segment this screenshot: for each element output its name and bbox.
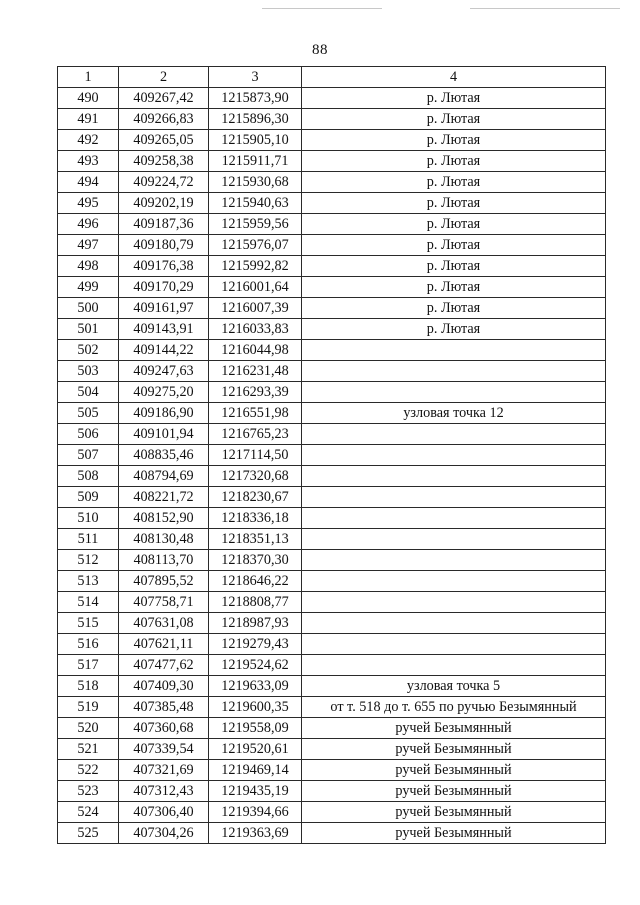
description-cell: р. Лютая — [302, 88, 606, 109]
point-number-cell: 518 — [58, 676, 119, 697]
y-coordinate-cell: 1215896,30 — [209, 109, 302, 130]
table-row — [58, 88, 606, 109]
description-cell — [302, 487, 606, 508]
y-coordinate-cell: 1218987,93 — [209, 613, 302, 634]
description-cell: р. Лютая — [302, 172, 606, 193]
description-cell: ручей Безымянный — [302, 760, 606, 781]
column-header-point-number: 1 — [58, 67, 119, 88]
description-cell: р. Лютая — [302, 109, 606, 130]
y-coordinate-cell: 1216551,98 — [209, 403, 302, 424]
x-coordinate-cell: 407631,08 — [119, 613, 209, 634]
x-coordinate-cell: 409258,38 — [119, 151, 209, 172]
table-row — [58, 529, 606, 550]
table-row — [58, 235, 606, 256]
x-coordinate-cell: 407895,52 — [119, 571, 209, 592]
table-row — [58, 739, 606, 760]
description-cell: ручей Безымянный — [302, 781, 606, 802]
point-number-cell: 500 — [58, 298, 119, 319]
point-number-cell: 522 — [58, 760, 119, 781]
point-number-cell: 492 — [58, 130, 119, 151]
table-row — [58, 550, 606, 571]
x-coordinate-cell: 408794,69 — [119, 466, 209, 487]
description-cell — [302, 361, 606, 382]
point-number-cell: 513 — [58, 571, 119, 592]
x-coordinate-cell: 409176,38 — [119, 256, 209, 277]
x-coordinate-cell: 407477,62 — [119, 655, 209, 676]
x-coordinate-cell: 409224,72 — [119, 172, 209, 193]
y-coordinate-cell: 1219633,09 — [209, 676, 302, 697]
description-cell — [302, 445, 606, 466]
point-number-cell: 516 — [58, 634, 119, 655]
table-row — [58, 718, 606, 739]
y-coordinate-cell: 1219435,19 — [209, 781, 302, 802]
description-cell — [302, 613, 606, 634]
description-cell: р. Лютая — [302, 298, 606, 319]
y-coordinate-cell: 1218370,30 — [209, 550, 302, 571]
x-coordinate-cell: 407312,43 — [119, 781, 209, 802]
point-number-cell: 498 — [58, 256, 119, 277]
y-coordinate-cell: 1215959,56 — [209, 214, 302, 235]
y-coordinate-cell: 1215940,63 — [209, 193, 302, 214]
description-cell — [302, 571, 606, 592]
description-cell — [302, 466, 606, 487]
y-coordinate-cell: 1216231,48 — [209, 361, 302, 382]
scan-artifact-line — [470, 8, 620, 9]
table-row — [58, 655, 606, 676]
x-coordinate-cell: 409143,91 — [119, 319, 209, 340]
x-coordinate-cell: 408221,72 — [119, 487, 209, 508]
description-cell: р. Лютая — [302, 151, 606, 172]
point-number-cell: 519 — [58, 697, 119, 718]
x-coordinate-cell: 408130,48 — [119, 529, 209, 550]
y-coordinate-cell: 1219469,14 — [209, 760, 302, 781]
y-coordinate-cell: 1218351,13 — [209, 529, 302, 550]
y-coordinate-cell: 1215992,82 — [209, 256, 302, 277]
description-cell: р. Лютая — [302, 256, 606, 277]
x-coordinate-cell: 409101,94 — [119, 424, 209, 445]
table-row — [58, 445, 606, 466]
column-header-x-coordinate: 2 — [119, 67, 209, 88]
description-cell — [302, 529, 606, 550]
point-number-cell: 497 — [58, 235, 119, 256]
table-row — [58, 193, 606, 214]
y-coordinate-cell: 1216293,39 — [209, 382, 302, 403]
description-cell: узловая точка 5 — [302, 676, 606, 697]
x-coordinate-cell: 407385,48 — [119, 697, 209, 718]
y-coordinate-cell: 1216044,98 — [209, 340, 302, 361]
point-number-cell: 512 — [58, 550, 119, 571]
point-number-cell: 510 — [58, 508, 119, 529]
x-coordinate-cell: 409144,22 — [119, 340, 209, 361]
table-row — [58, 508, 606, 529]
y-coordinate-cell: 1217114,50 — [209, 445, 302, 466]
y-coordinate-cell: 1219520,61 — [209, 739, 302, 760]
description-cell — [302, 508, 606, 529]
y-coordinate-cell: 1216033,83 — [209, 319, 302, 340]
x-coordinate-cell: 409265,05 — [119, 130, 209, 151]
point-number-cell: 523 — [58, 781, 119, 802]
table-row — [58, 487, 606, 508]
table-row — [58, 130, 606, 151]
point-number-cell: 509 — [58, 487, 119, 508]
x-coordinate-cell: 409186,90 — [119, 403, 209, 424]
point-number-cell: 521 — [58, 739, 119, 760]
table-row — [58, 298, 606, 319]
y-coordinate-cell: 1216001,64 — [209, 277, 302, 298]
description-cell — [302, 634, 606, 655]
table-row — [58, 109, 606, 130]
point-number-cell: 525 — [58, 823, 119, 844]
table-row — [58, 571, 606, 592]
point-number-cell: 507 — [58, 445, 119, 466]
table-row — [58, 466, 606, 487]
y-coordinate-cell: 1218646,22 — [209, 571, 302, 592]
y-coordinate-cell: 1218230,67 — [209, 487, 302, 508]
description-cell: ручей Безымянный — [302, 823, 606, 844]
table-row — [58, 823, 606, 844]
table-row — [58, 340, 606, 361]
table-row — [58, 319, 606, 340]
table-row — [58, 256, 606, 277]
x-coordinate-cell: 407360,68 — [119, 718, 209, 739]
point-number-cell: 520 — [58, 718, 119, 739]
y-coordinate-cell: 1215905,10 — [209, 130, 302, 151]
y-coordinate-cell: 1216765,23 — [209, 424, 302, 445]
description-cell: узловая точка 12 — [302, 403, 606, 424]
point-number-cell: 494 — [58, 172, 119, 193]
table-row — [58, 676, 606, 697]
point-number-cell: 514 — [58, 592, 119, 613]
table-row — [58, 214, 606, 235]
description-cell — [302, 655, 606, 676]
y-coordinate-cell: 1215911,71 — [209, 151, 302, 172]
description-cell — [302, 382, 606, 403]
x-coordinate-cell: 409161,97 — [119, 298, 209, 319]
description-cell: р. Лютая — [302, 277, 606, 298]
y-coordinate-cell: 1215873,90 — [209, 88, 302, 109]
x-coordinate-cell: 409202,19 — [119, 193, 209, 214]
table-body — [58, 88, 606, 844]
point-number-cell: 508 — [58, 466, 119, 487]
x-coordinate-cell: 409247,63 — [119, 361, 209, 382]
x-coordinate-cell: 409187,36 — [119, 214, 209, 235]
point-number-cell: 515 — [58, 613, 119, 634]
table-row — [58, 592, 606, 613]
point-number-cell: 524 — [58, 802, 119, 823]
table-row — [58, 361, 606, 382]
description-cell — [302, 424, 606, 445]
point-number-cell: 504 — [58, 382, 119, 403]
description-cell: ручей Безымянный — [302, 739, 606, 760]
coordinates-table — [57, 66, 606, 844]
y-coordinate-cell: 1215930,68 — [209, 172, 302, 193]
table-row — [58, 760, 606, 781]
point-number-cell: 503 — [58, 361, 119, 382]
table-row — [58, 802, 606, 823]
x-coordinate-cell: 407304,26 — [119, 823, 209, 844]
table-row — [58, 697, 606, 718]
x-coordinate-cell: 409266,83 — [119, 109, 209, 130]
description-cell: ручей Безымянный — [302, 802, 606, 823]
table-header-row — [58, 67, 606, 88]
point-number-cell: 505 — [58, 403, 119, 424]
point-number-cell: 506 — [58, 424, 119, 445]
table-row — [58, 172, 606, 193]
x-coordinate-cell: 407321,69 — [119, 760, 209, 781]
y-coordinate-cell: 1219394,66 — [209, 802, 302, 823]
point-number-cell: 511 — [58, 529, 119, 550]
column-header-y-coordinate: 3 — [209, 67, 302, 88]
description-cell — [302, 592, 606, 613]
x-coordinate-cell: 407339,54 — [119, 739, 209, 760]
x-coordinate-cell: 409275,20 — [119, 382, 209, 403]
table-row — [58, 151, 606, 172]
table-row — [58, 424, 606, 445]
scan-artifact-line — [262, 8, 382, 9]
y-coordinate-cell: 1219524,62 — [209, 655, 302, 676]
y-coordinate-cell: 1218336,18 — [209, 508, 302, 529]
description-cell: р. Лютая — [302, 214, 606, 235]
x-coordinate-cell: 407306,40 — [119, 802, 209, 823]
table-row — [58, 403, 606, 424]
point-number-cell: 491 — [58, 109, 119, 130]
y-coordinate-cell: 1219279,43 — [209, 634, 302, 655]
x-coordinate-cell: 407409,30 — [119, 676, 209, 697]
description-cell: р. Лютая — [302, 319, 606, 340]
description-cell: от т. 518 до т. 655 по ручью Безымянный — [302, 697, 606, 718]
y-coordinate-cell: 1219363,69 — [209, 823, 302, 844]
point-number-cell: 493 — [58, 151, 119, 172]
description-cell: р. Лютая — [302, 130, 606, 151]
table-row — [58, 634, 606, 655]
point-number-cell: 499 — [58, 277, 119, 298]
description-cell — [302, 340, 606, 361]
description-cell: р. Лютая — [302, 193, 606, 214]
table-row — [58, 613, 606, 634]
y-coordinate-cell: 1219558,09 — [209, 718, 302, 739]
point-number-cell: 517 — [58, 655, 119, 676]
y-coordinate-cell: 1215976,07 — [209, 235, 302, 256]
description-cell — [302, 550, 606, 571]
description-cell: ручей Безымянный — [302, 718, 606, 739]
y-coordinate-cell: 1218808,77 — [209, 592, 302, 613]
point-number-cell: 490 — [58, 88, 119, 109]
x-coordinate-cell: 408152,90 — [119, 508, 209, 529]
column-header-description: 4 — [302, 67, 606, 88]
point-number-cell: 501 — [58, 319, 119, 340]
x-coordinate-cell: 408113,70 — [119, 550, 209, 571]
point-number-cell: 502 — [58, 340, 119, 361]
point-number-cell: 496 — [58, 214, 119, 235]
y-coordinate-cell: 1217320,68 — [209, 466, 302, 487]
table-row — [58, 277, 606, 298]
x-coordinate-cell: 408835,46 — [119, 445, 209, 466]
description-cell: р. Лютая — [302, 235, 606, 256]
table-row — [58, 781, 606, 802]
x-coordinate-cell: 407621,11 — [119, 634, 209, 655]
table-row — [58, 382, 606, 403]
y-coordinate-cell: 1219600,35 — [209, 697, 302, 718]
point-number-cell: 495 — [58, 193, 119, 214]
y-coordinate-cell: 1216007,39 — [209, 298, 302, 319]
x-coordinate-cell: 409180,79 — [119, 235, 209, 256]
x-coordinate-cell: 409170,29 — [119, 277, 209, 298]
page-number: 88 — [312, 42, 328, 58]
x-coordinate-cell: 407758,71 — [119, 592, 209, 613]
x-coordinate-cell: 409267,42 — [119, 88, 209, 109]
